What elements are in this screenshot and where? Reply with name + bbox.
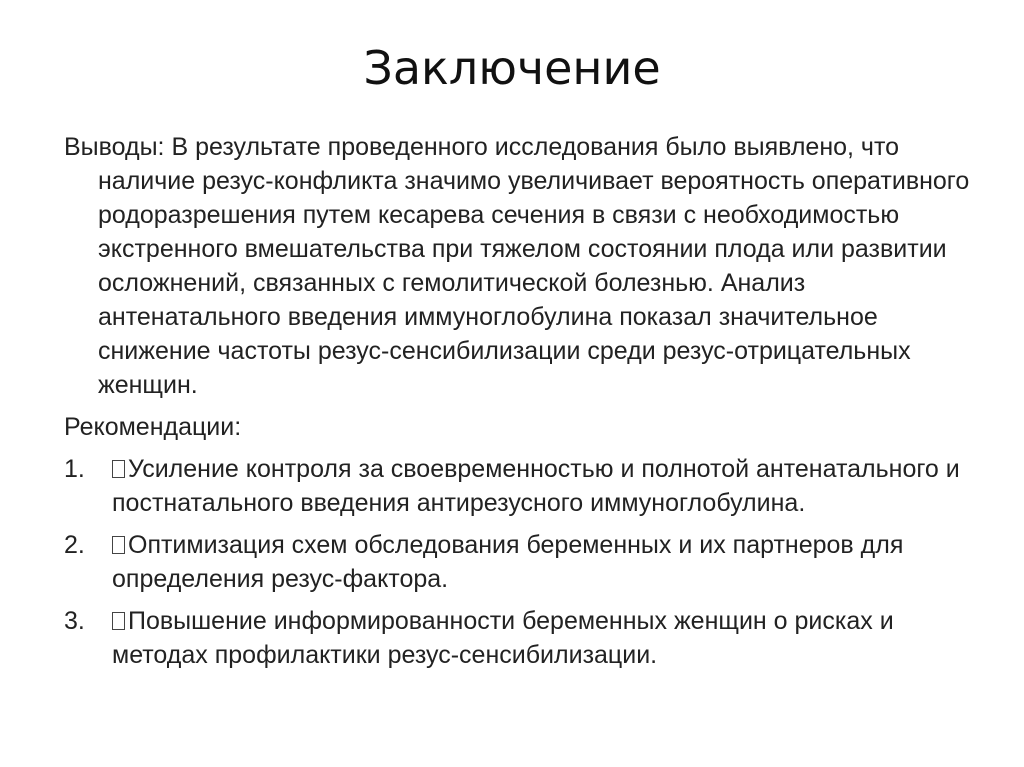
missing-glyph-box-icon: [112, 460, 125, 478]
list-item: [64, 604, 994, 672]
list-item-text: Усиление контроля за своевременностью и полнотой антенатального и постнатального введения антирезусного иммуноглобулина.: [112, 455, 960, 517]
missing-glyph-box-icon: [112, 612, 125, 630]
recommendations-list: [64, 452, 994, 672]
list-item-number: 3.: [64, 607, 85, 635]
list-item: [64, 452, 994, 520]
slide-title: Заключение: [363, 41, 661, 95]
list-item-text: Повышение информированности беременных женщин о рисках и методах профилактики резус-сенсибилизации.: [112, 607, 894, 669]
list-item-number: 2.: [64, 531, 85, 559]
missing-glyph-box-icon: [112, 536, 125, 554]
list-item-text: Оптимизация схем обследования беременных и их партнеров для определения резус-фактора.: [112, 531, 904, 593]
conclusions-paragraph: Выводы: В результате проведенного исследования было выявлено, что наличие резус-конфликта значимо увеличивает вероятность оперативного родоразрешения путем кесарева сечения в связи с необходимостью экстренного вмешательства при тяжелом состоянии плода или развитии осложнений, связанных с гемолитической болезнью. Анализ антенатального введения иммуноглобулина показал значительное снижение частоты резус-сенсибилизации среди резус-отрицательных женщин.: [64, 133, 970, 399]
slide-body: [64, 130, 994, 680]
list-item-number: 1.: [64, 455, 85, 483]
list-item: [64, 528, 994, 596]
recommendations-heading: Рекомендации:: [64, 413, 242, 441]
